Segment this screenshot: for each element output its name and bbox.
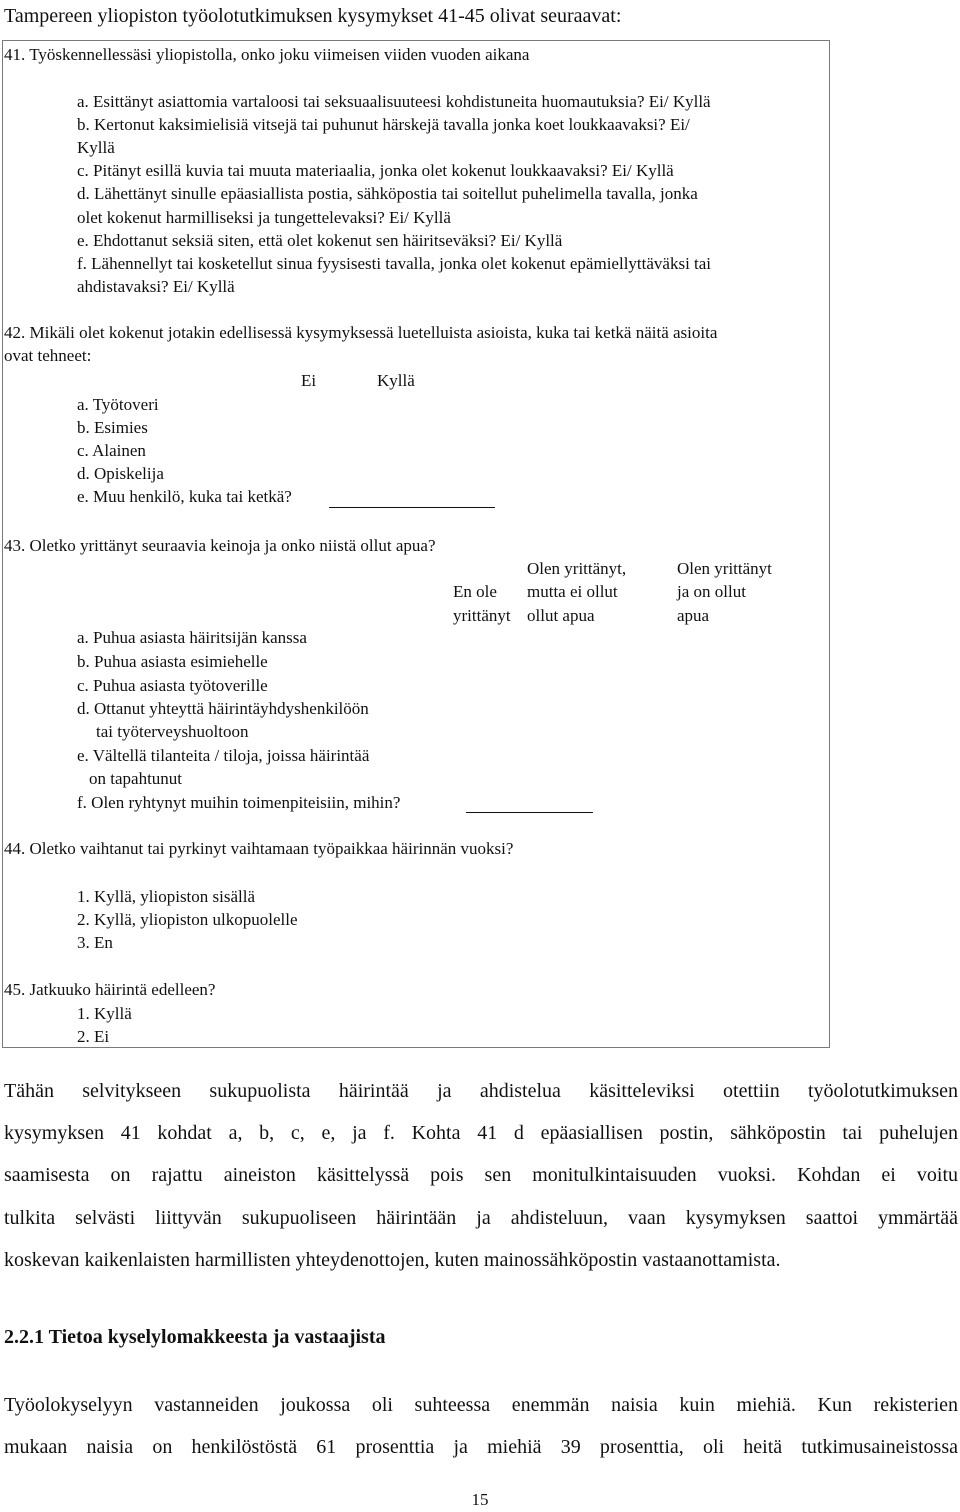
q43-answer-blank bbox=[466, 812, 593, 813]
paragraph-2-line-2: mukaan naisia on henkilöstöstä 61 prosenttia ja miehiä 39 prosenttia, oli heitä tutkimusaineistossa bbox=[4, 1436, 958, 1458]
paragraph-2-line-1: Työolokyselyyn vastanneiden joukossa oli suhteessa enemmän naisia kuin miehiä. Kun rekisterien bbox=[4, 1394, 958, 1416]
q41-item-c: c. Pitänyt esillä kuvia tai muuta materiaalia, jonka olet kokenut loukkaavaksi? Ei/ Kyllä bbox=[77, 161, 674, 180]
page-number: 15 bbox=[471, 1490, 489, 1509]
q41-title: 41. Työskennellessäsi yliopistolla, onko joku viimeisen viiden vuoden aikana bbox=[4, 45, 530, 64]
q43-col2-line1: Olen yrittänyt, bbox=[527, 559, 627, 578]
paragraph-1-line-3: saamisesta on rajattu aineiston käsittelyssä pois sen monitulkintaisuuden vuoksi. Kohdan ei voitu bbox=[4, 1164, 958, 1186]
q41-item-f: f. Lähennellyt tai kosketellut sinua fyysisesti tavalla, jonka olet kokenut epämiellyttäväksi tai bbox=[77, 254, 712, 273]
q43-col3-line2: ja on ollut bbox=[677, 582, 746, 601]
q41-item-a: a. Esittänyt asiattomia vartaloosi tai seksuaalisuuteesi kohdistuneita huomautuksia? Ei/ Kyllä bbox=[77, 92, 711, 111]
q45-option-2: 2. Ei bbox=[77, 1027, 110, 1046]
q44-option-1: 1. Kyllä, yliopiston sisällä bbox=[77, 887, 256, 906]
q43-item-e-cont: on tapahtunut bbox=[89, 769, 183, 788]
q43-item-d: d. Ottanut yhteyttä häirintäyhdyshenkilöön bbox=[77, 699, 369, 718]
paragraph-1-line-5: koskevan kaikenlaisten harmillisten yhteydenottojen, kuten mainossähköpostin vastaanottamista. bbox=[4, 1249, 781, 1271]
q41-item-e: e. Ehdottanut seksiä siten, että olet kokenut sen häiritseväksi? Ei/ Kyllä bbox=[77, 231, 563, 250]
q41-item-d-cont: olet kokenut harmilliseksi ja tungettelevaksi? Ei/ Kyllä bbox=[77, 208, 451, 227]
q42-item-e: e. Muu henkilö, kuka tai ketkä? bbox=[77, 487, 292, 506]
q43-item-c: c. Puhua asiasta työtoverille bbox=[77, 676, 268, 695]
q44-option-3: 3. En bbox=[77, 933, 113, 952]
q42-item-a: a. Työtoveri bbox=[77, 395, 159, 414]
q43-col1-line2: yrittänyt bbox=[453, 606, 511, 625]
q42-item-c: c. Alainen bbox=[77, 441, 146, 460]
q42-col-kylla: Kyllä bbox=[377, 371, 415, 390]
q41-item-d: d. Lähettänyt sinulle epäasiallista postia, sähköpostia tai soitellut puhelimella tavalla, jonka bbox=[77, 184, 698, 203]
q44-title: 44. Oletko vaihtanut tai pyrkinyt vaihtamaan työpaikkaa häirinnän vuoksi? bbox=[4, 839, 514, 858]
q43-item-e: e. Vältellä tilanteita / tiloja, joissa häirintää bbox=[77, 746, 370, 765]
q42-answer-blank bbox=[329, 507, 495, 508]
q44-option-2: 2. Kyllä, yliopiston ulkopuolelle bbox=[77, 910, 298, 929]
q45-option-1: 1. Kyllä bbox=[77, 1004, 132, 1023]
paragraph-1-line-1: Tähän selvitykseen sukupuolista häirintää ja ahdistelua käsitteleviksi otettiin työolotutkimuksen bbox=[4, 1080, 958, 1102]
q45-title: 45. Jatkuuko häirintä edelleen? bbox=[4, 980, 216, 999]
q43-item-d-cont: tai työterveyshuoltoon bbox=[96, 722, 249, 741]
q43-col2-line2: mutta ei ollut bbox=[527, 582, 618, 601]
q42-item-b: b. Esimies bbox=[77, 418, 148, 437]
q42-title-line1: 42. Mikäli olet kokenut jotakin edellisessä kysymyksessä luetelluista asioista, kuka tai ketkä näitä asioita bbox=[4, 323, 718, 342]
q41-item-f-cont: ahdistavaksi? Ei/ Kyllä bbox=[77, 277, 235, 296]
q42-title-line2: ovat tehneet: bbox=[4, 346, 92, 365]
q43-col3-line3: apua bbox=[677, 606, 710, 625]
q41-item-b-cont: Kyllä bbox=[77, 138, 115, 157]
q43-col3-line1: Olen yrittänyt bbox=[677, 559, 772, 578]
q43-title: 43. Oletko yrittänyt seuraavia keinoja ja onko niistä ollut apua? bbox=[4, 536, 436, 555]
q42-item-d: d. Opiskelija bbox=[77, 464, 164, 483]
q43-item-f: f. Olen ryhtynyt muihin toimenpiteisiin, mihin? bbox=[77, 793, 401, 812]
q41-item-b: b. Kertonut kaksimielisiä vitsejä tai puhunut härskejä tavalla jonka koet loukkaavaksi? Ei/ bbox=[77, 115, 690, 134]
q42-col-ei: Ei bbox=[301, 371, 317, 390]
q43-item-b: b. Puhua asiasta esimiehelle bbox=[77, 652, 268, 671]
section-heading: 2.2.1 Tietoa kyselylomakkeesta ja vastaajista bbox=[4, 1326, 386, 1348]
q43-item-a: a. Puhua asiasta häiritsijän kanssa bbox=[77, 628, 307, 647]
q43-col1-line1: En ole bbox=[453, 582, 497, 601]
page-intro: Tampereen yliopiston työolotutkimuksen kysymykset 41-45 olivat seuraavat: bbox=[4, 5, 622, 27]
paragraph-1-line-4: tulkita selvästi liittyvän sukupuoliseen häirintään ja ahdisteluun, vaan kysymyksen saattoi ymmärtää bbox=[4, 1207, 958, 1229]
q43-col2-line3: ollut apua bbox=[527, 606, 595, 625]
paragraph-1-line-2: kysymyksen 41 kohdat a, b, c, e, ja f. Kohta 41 d epäasiallisen postin, sähköpostin tai puhelujen bbox=[4, 1122, 958, 1144]
